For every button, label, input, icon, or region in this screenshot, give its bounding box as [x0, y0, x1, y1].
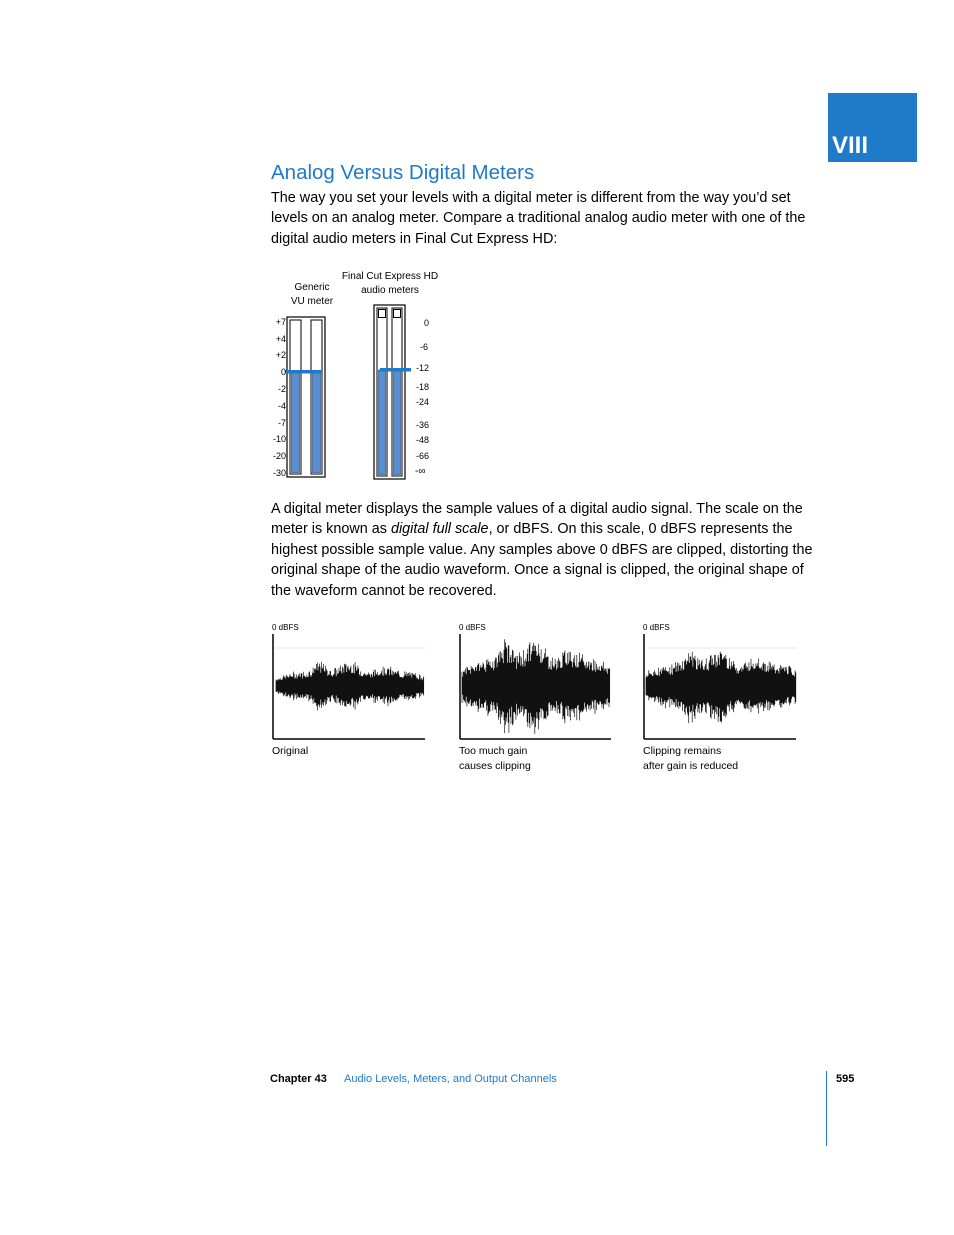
section-heading: Analog Versus Digital Meters [271, 161, 535, 184]
digital-tick: -∞ [415, 466, 426, 477]
waveform-axis-label: 0 dBFS [272, 623, 299, 632]
caption-line: Original [272, 745, 309, 757]
fce-label-line1: Final Cut Express HD [341, 271, 439, 282]
waveform-axis-label: 0 dBFS [643, 623, 670, 632]
footer-divider [826, 1071, 827, 1146]
vu-tick: -7 [277, 418, 286, 428]
footer-page-number: 595 [836, 1073, 855, 1085]
waveform-clipped-trace [462, 639, 610, 734]
waveform-reduced-trace [646, 652, 796, 724]
waveform-samples [462, 639, 610, 734]
waveform-clipped [460, 634, 611, 739]
digital-tick: 0 [424, 318, 430, 328]
waveform-original-trace [276, 662, 424, 711]
digital-tick: -36 [416, 420, 430, 430]
vu-label-line1: Generic [294, 282, 330, 293]
waveform-reduced [644, 634, 796, 739]
caption-line: after gain is reduced [643, 760, 739, 772]
paragraph-italic-term: digital full scale [390, 521, 489, 538]
caption-line: causes clipping [459, 760, 531, 772]
digital-tick: -18 [416, 382, 430, 392]
vu-tick: +4 [275, 334, 286, 344]
vu-label-line2: VU meter [290, 296, 334, 307]
waveform-caption [272, 744, 308, 759]
digital-tick: -6 [420, 342, 429, 352]
digital-tick: -66 [416, 451, 430, 461]
waveform-samples [646, 652, 796, 724]
paragraph-text: A digital meter displays the sample values of a digital audio signal. The scale on the meter is known as [271, 501, 803, 538]
section-tab-label: VIII [832, 132, 869, 159]
intro-paragraph: The way you set your levels with a digital meter is different from the way you’d set levels on an analog meter. Compare a traditional analog audio meter with one of the digital audio meters in Final Cut Express HD: [271, 190, 806, 247]
digital-tick: -24 [416, 397, 430, 407]
vu-tick: -10 [272, 434, 286, 444]
footer-chapter-title: Audio Levels, Meters, and Output Channels [344, 1073, 557, 1085]
vu-tick: +2 [275, 350, 286, 360]
vu-tick: +7 [275, 317, 286, 327]
caption-line: Too much gain [459, 745, 528, 757]
vu-tick: -4 [277, 401, 286, 411]
waveform-axis-label: 0 dBFS [459, 623, 486, 632]
waveform-caption [643, 744, 738, 774]
vu-tick: -30 [272, 468, 286, 478]
digital-tick: -48 [416, 435, 430, 445]
caption-line: Clipping remains [643, 745, 722, 757]
waveform-caption [459, 744, 531, 774]
fce-label-line2: audio meters [361, 285, 419, 296]
footer-chapter: Chapter 43 [270, 1073, 327, 1085]
waveform-original [273, 634, 425, 739]
vu-tick: -2 [277, 384, 286, 394]
vu-tick: 0 [280, 367, 286, 377]
paragraph-text: , or dBFS. On this scale, 0 dBFS represents the highest possible sample value. Any samples above 0 dBFS are clipped, distorting the original shape of the audio waveform. Once a signal is clipped, the original shape of the waveform cannot be recovered. [271, 521, 813, 599]
vu-tick: -20 [272, 451, 286, 461]
digital-tick: -12 [416, 363, 430, 373]
waveform-samples [276, 662, 424, 711]
